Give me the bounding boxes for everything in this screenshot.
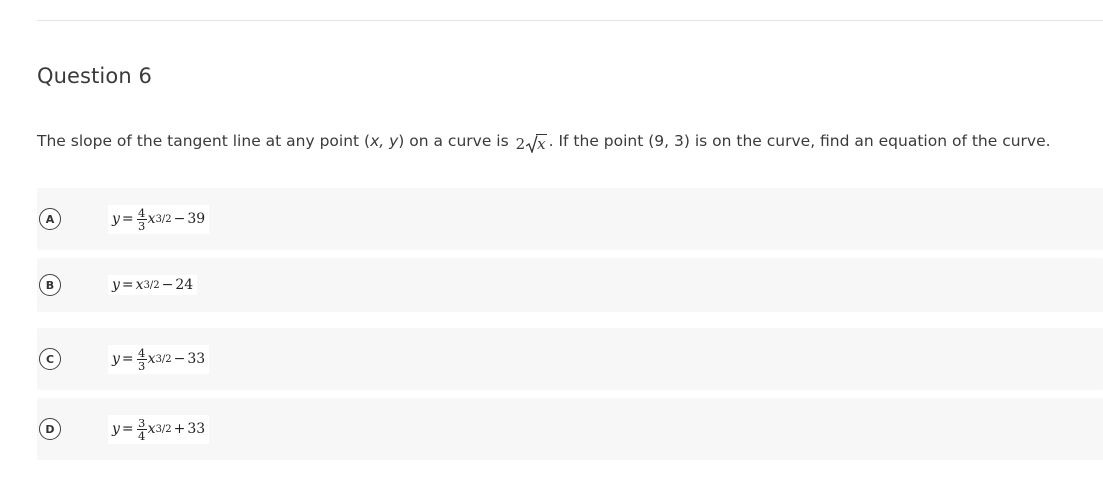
equation-lhs: y (112, 351, 120, 367)
equation-base: x (147, 211, 156, 227)
sqrt-radicand: x (537, 135, 546, 153)
equals-sign: = (121, 211, 134, 227)
fraction-numerator: 3 (137, 415, 146, 430)
stem-xy: x, y (370, 132, 399, 150)
option-c-equation (108, 345, 209, 374)
equation-constant: 39 (187, 211, 206, 227)
equation-operator: − (173, 351, 186, 367)
fraction-denominator: 3 (137, 358, 146, 373)
equation-lhs: y (112, 211, 120, 227)
top-divider (37, 20, 1103, 21)
equation-base: x (147, 421, 156, 437)
fraction (137, 417, 147, 442)
option-a-badge[interactable]: A (39, 208, 61, 230)
option-d-equation (108, 415, 209, 444)
equation-operator: − (173, 211, 186, 227)
option-b-badge[interactable]: B (39, 274, 61, 296)
question-title: Question 6 (37, 64, 152, 88)
option-a-equation (108, 205, 209, 234)
equation-exponent: 3/2 (143, 279, 160, 291)
option-b-equation (108, 275, 197, 295)
option-c[interactable] (37, 328, 1103, 390)
stem-text-after: . If the point (9, 3) is on the curve, find an equation of the curve. (548, 132, 1051, 150)
equation-operator: + (173, 421, 186, 437)
option-a[interactable] (37, 188, 1103, 250)
equals-sign: = (121, 277, 134, 293)
sqrt-expression (516, 135, 547, 153)
fraction (137, 347, 147, 372)
option-d-badge[interactable]: D (39, 418, 61, 440)
equation-exponent: 3/2 (155, 213, 172, 225)
question-stem (37, 132, 1103, 153)
equation-constant: 33 (187, 351, 206, 367)
equation-lhs: y (112, 421, 120, 437)
equals-sign: = (121, 351, 134, 367)
fraction-numerator: 4 (137, 205, 146, 220)
equation-constant: 33 (187, 421, 206, 437)
equation-exponent: 3/2 (155, 353, 172, 365)
fraction-denominator: 4 (137, 428, 146, 443)
equation-operator: − (161, 277, 174, 293)
fraction-denominator: 3 (137, 218, 146, 233)
equation-base: x (147, 351, 156, 367)
stem-text-mid: ) on a curve is (398, 132, 509, 150)
option-b[interactable] (37, 258, 1103, 312)
equation-constant: 24 (175, 277, 194, 293)
equals-sign: = (121, 421, 134, 437)
stem-text-before: The slope of the tangent line at any point ( (37, 132, 371, 150)
equation-lhs: y (112, 277, 120, 293)
fraction-numerator: 4 (137, 345, 146, 360)
option-d[interactable] (37, 398, 1103, 460)
answer-options (37, 188, 1103, 468)
equation-exponent: 3/2 (155, 423, 172, 435)
fraction (137, 207, 147, 232)
sqrt-coefficient: 2 (515, 135, 526, 153)
option-c-badge[interactable]: C (39, 348, 61, 370)
equation-base: x (135, 277, 144, 293)
